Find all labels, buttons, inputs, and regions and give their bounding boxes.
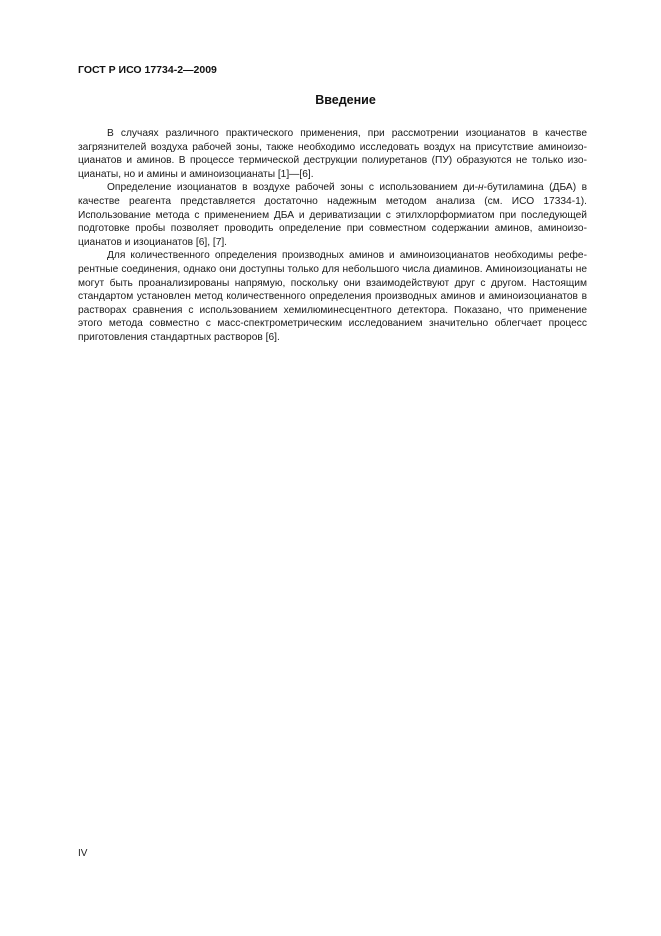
document-id-header: ГОСТ Р ИСО 17734-2—2009 xyxy=(78,64,217,76)
body-text xyxy=(78,127,587,345)
paragraph-3: Для количественного определения производных аминов и аминоизоцианатов необходимы референтные соединения, однако они доступны только для небольшого числа диаминов. Аминоизоцианаты не могут быть проанализированы напрямую, поскольку они взаимодействуют друг с другом. Настоящим стандартом установлен метод количественного определения производных аминов и аминоизоцианатов в растворах сравнения с использованием хемилюминесцентного детектора. Показано, что применение этого метода совместно с масс-спектрометрическим исследованием значительно облегчает процесс приготовления стандартных растворов [6]. xyxy=(78,250,587,343)
section-title: Введение xyxy=(315,93,376,107)
paragraph-2 xyxy=(78,181,587,249)
page-number: IV xyxy=(78,848,88,859)
paragraph-2-part-2: -бутиламина (ДБА) в качестве реагента представляется достаточно надежным методом анализа (см. ИСО 17334-1). Использование метода с применением ДБА и дериватизации с этилхлорформиатом при последующей подготовке пробы позволяет проводить определение при совместном содержании аминов, аминоизоцианатов и изоцианатов [6], [7]. xyxy=(78,182,587,248)
paragraph-1: В случаях различного практического применения, при рассмотрении изоцианатов в качестве загрязнителей воздуха рабочей зоны, также необходимо исследовать воздух на присутствие аминоизоцианатов и аминов. В процессе термической деструкции полиуретанов (ПУ) образуются не только изоцианаты, но и амины и аминоизоцианаты [1]—[6]. xyxy=(78,128,587,180)
paragraph-2-italic: н xyxy=(478,182,484,194)
paragraph-2-part-1: Определение изоцианатов в воздухе рабочей зоны с использованием ди- xyxy=(107,182,479,194)
